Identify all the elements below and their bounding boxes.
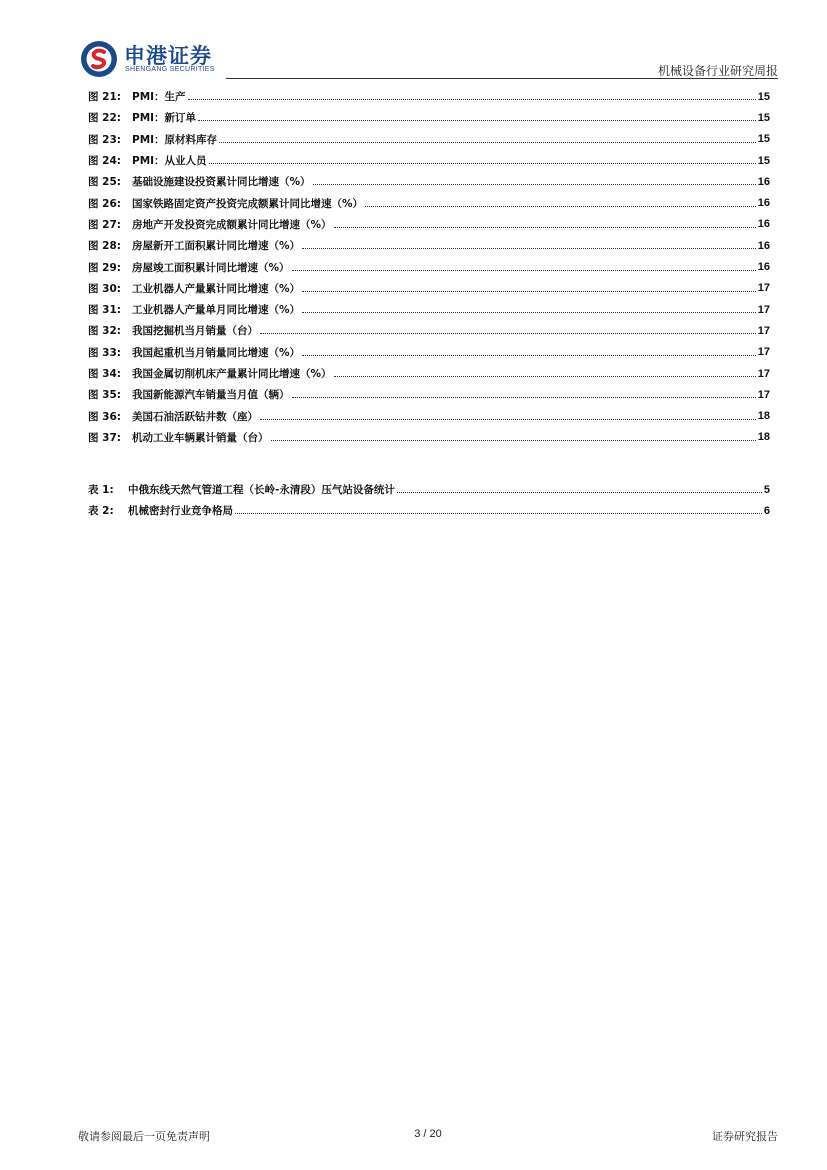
toc-entry-figure-32[interactable]: 图 32: 我国挖掘机当月销量（台） 17 <box>88 324 770 338</box>
document-type: 证券研究报告 <box>712 1130 778 1143</box>
toc-entry-figure-21[interactable]: 图 21: PMI：生产 15 <box>88 90 770 104</box>
toc-entry-figure-23[interactable]: 图 23: PMI：原材料库存 15 <box>88 133 770 146</box>
toc-entry-figure-28[interactable]: 图 28: 房屋新开工面积累计同比增速（%） 16 <box>88 239 770 253</box>
toc-entry-table-2[interactable]: 表 2: 机械密封行业竞争格局 6 <box>88 504 770 518</box>
table-list <box>88 479 770 522</box>
report-title: 机械设备行业研究周报 <box>657 64 778 78</box>
toc-entry-figure-36[interactable]: 图 36: 美国石油活跃钻井数（座） 18 <box>88 410 770 423</box>
shengang-logo-icon <box>80 40 118 78</box>
toc-entry-figure-27[interactable]: 图 27: 房地产开发投资完成额累计同比增速（%） 16 <box>88 218 770 231</box>
logo-chinese-name: 申港证券 <box>124 44 212 68</box>
toc-entry-figure-33[interactable]: 图 33: 我国起重机当月销量同比增速（%） 17 <box>88 346 770 359</box>
header-divider <box>226 78 778 79</box>
toc-entry-figure-22[interactable]: 图 22: PMI：新订单 15 <box>88 111 770 125</box>
logo-english-name: SHENGANG SECURITIES <box>125 66 215 73</box>
toc-entry-figure-37[interactable]: 图 37: 机动工业车辆累计销量（台） 18 <box>88 431 770 444</box>
toc-entry-figure-25[interactable]: 图 25: 基础设施建设投资累计同比增速（%） 16 <box>88 175 770 189</box>
toc-entry-figure-31[interactable]: 图 31: 工业机器人产量单月同比增速（%） 17 <box>88 303 770 317</box>
toc-entry-figure-24[interactable]: 图 24: PMI：从业人员 15 <box>88 154 770 168</box>
page-indicator: 3 / 20 <box>414 1128 442 1140</box>
figure-list <box>88 86 770 448</box>
page-header <box>78 38 778 80</box>
toc-entry-figure-29[interactable]: 图 29: 房屋竣工面积累计同比增速（%） 16 <box>88 261 770 274</box>
toc-entry-table-1[interactable]: 表 1: 中俄东线天然气管道工程（长岭-永清段）压气站设备统计 5 <box>88 483 770 497</box>
toc-entry-figure-26[interactable]: 图 26: 国家铁路固定资产投资完成额累计同比增速（%） 16 <box>88 197 770 210</box>
toc-entry-figure-30[interactable]: 图 30: 工业机器人产量累计同比增速（%） 17 <box>88 282 770 295</box>
toc-entry-figure-35[interactable]: 图 35: 我国新能源汽车销量当月值（辆） 17 <box>88 388 770 402</box>
company-logo <box>78 38 238 80</box>
disclaimer-note: 敬请参阅最后一页免责声明 <box>78 1130 210 1143</box>
toc-entry-figure-34[interactable]: 图 34: 我国金属切削机床产量累计同比增速（%） 17 <box>88 367 770 380</box>
